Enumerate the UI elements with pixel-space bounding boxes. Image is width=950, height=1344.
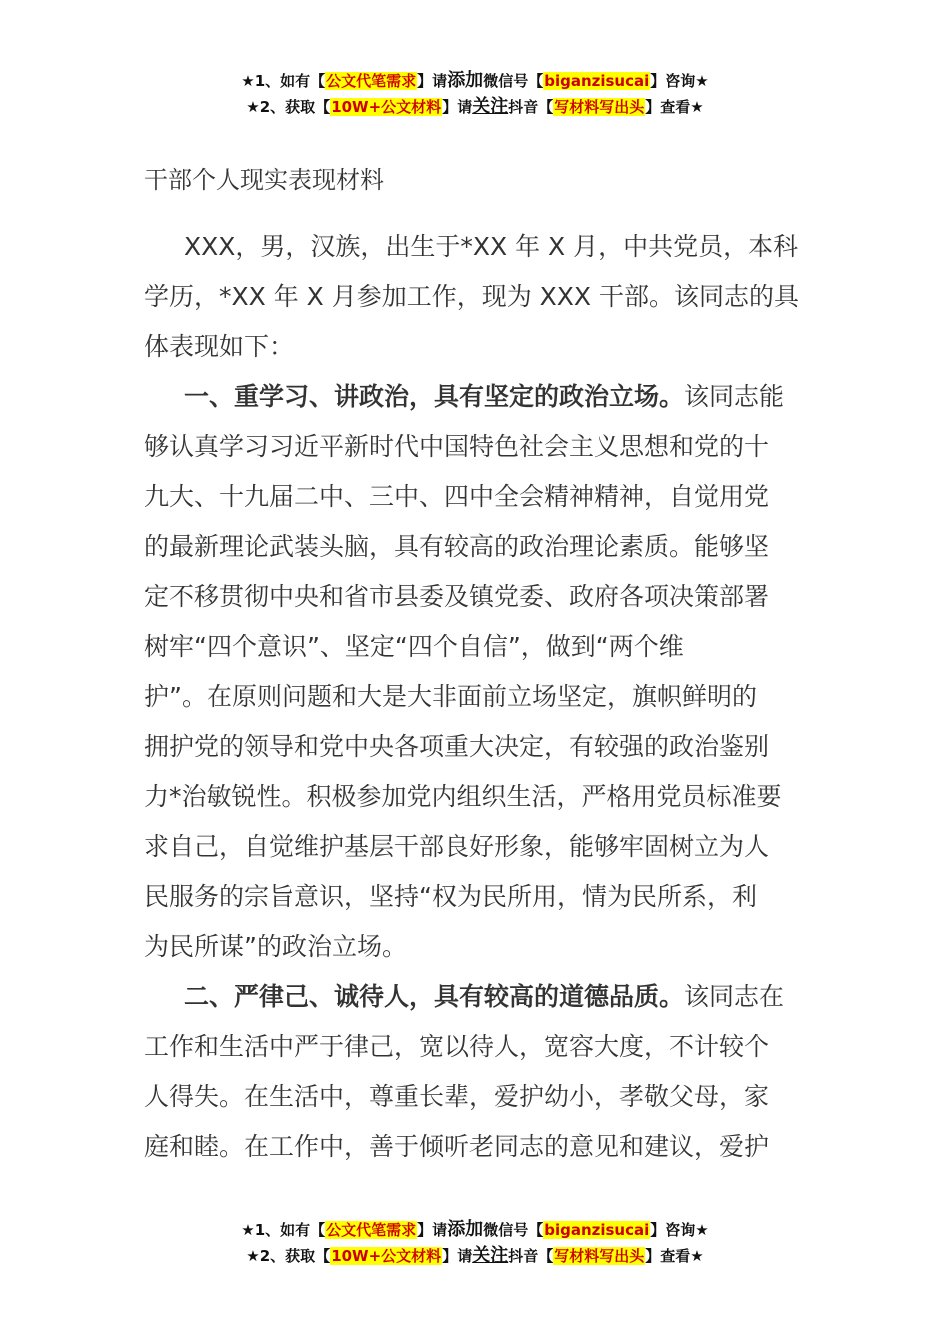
banner-emphasis: 关注 <box>472 96 509 117</box>
banner-text: 抖音【 <box>508 1247 554 1265</box>
banner-emphasis: 关注 <box>472 1245 509 1266</box>
text-line: 为民所谋”的政治立场。 <box>144 932 407 961</box>
banner-line-1 <box>0 68 950 94</box>
banner-emphasis: 添加 <box>447 70 484 91</box>
paragraph-section-2 <box>144 972 808 1172</box>
banner-text: 】请 <box>417 1221 448 1239</box>
banner-douyin-id: 写材料写出头 <box>554 98 645 116</box>
banner-text: 抖音【 <box>508 98 554 116</box>
text-line <box>144 972 808 1022</box>
banner-highlight: 公文代笔需求 <box>326 72 417 90</box>
banner-wechat-id: biganzisucai <box>544 1221 650 1239</box>
text-fragment: 该同志能 <box>684 382 785 411</box>
text-line: 九大、十九届二中、三中、四中全会精神精神，自觉用党 <box>144 482 770 511</box>
section-heading: 二、严律己、诚待人，具有较高的道德品质。 <box>184 982 685 1011</box>
text-line: 定不移贯彻中央和省市县委及镇党委、政府各项决策部署 <box>144 582 770 611</box>
banner-text: ★2、获取【 <box>246 98 331 116</box>
banner-emphasis: 添加 <box>447 1219 484 1240</box>
text-line: 求自己，自觉维护基层干部良好形象，能够牢固树立为人 <box>144 832 770 861</box>
text-line: XXX，男，汉族，出生于*XX 年 X 月，中共党员，本科 <box>184 232 799 261</box>
banner-text: 】请 <box>417 72 448 90</box>
document-body <box>144 222 808 1172</box>
text-line <box>144 372 808 422</box>
footer-banner <box>0 1217 950 1269</box>
text-line: 够认真学习习近平新时代中国特色社会主义思想和党的十 <box>144 432 770 461</box>
banner-text: 微信号【 <box>483 1221 544 1239</box>
banner-text: 】请 <box>442 1247 473 1265</box>
text-line: 学历，*XX 年 X 月参加工作，现为 XXX 干部。该同志的具 <box>144 282 799 311</box>
text-line: 力*治敏锐性。积极参加党内组织生活，严格用党员标准要 <box>144 782 782 811</box>
banner-highlight: 10W+公文材料 <box>331 98 442 116</box>
banner-text: 】查看★ <box>645 1247 704 1265</box>
text-line: 护”。在原则问题和大是大非面前立场坚定，旗帜鲜明的 <box>144 682 757 711</box>
banner-text: 】查看★ <box>645 98 704 116</box>
text-line: 树牢“四个意识”、坚定“四个自信”，做到“两个维 <box>144 632 684 661</box>
text-fragment: 该同志在 <box>684 982 785 1011</box>
banner-text: 微信号【 <box>483 72 544 90</box>
text-line: 庭和睦。在工作中，善于倾听老同志的意见和建议，爱护 <box>144 1132 770 1161</box>
banner-douyin-id: 写材料写出头 <box>554 1247 645 1265</box>
banner-line-2 <box>0 94 950 120</box>
section-heading: 一、重学习、讲政治，具有坚定的政治立场。 <box>184 382 685 411</box>
header-banner <box>0 68 950 120</box>
banner-wechat-id: biganzisucai <box>544 72 650 90</box>
banner-line-1 <box>0 1217 950 1243</box>
banner-text: 】咨询★ <box>650 72 709 90</box>
text-line: 人得失。在生活中，尊重长辈，爱护幼小，孝敬父母，家 <box>144 1082 770 1111</box>
paragraph-intro <box>144 222 808 372</box>
text-line: 的最新理论武装头脑，具有较高的政治理论素质。能够坚 <box>144 532 770 561</box>
banner-line-2 <box>0 1243 950 1269</box>
paragraph-section-1 <box>144 372 808 972</box>
document-title: 干部个人现实表现材料 <box>144 166 384 194</box>
banner-highlight: 10W+公文材料 <box>331 1247 442 1265</box>
banner-text: ★1、如有【 <box>241 1221 326 1239</box>
text-line: 民服务的宗旨意识，坚持“权为民所用，情为民所系，利 <box>144 882 757 911</box>
banner-text: ★2、获取【 <box>246 1247 331 1265</box>
text-line: 体表现如下： <box>144 332 295 361</box>
banner-highlight: 公文代笔需求 <box>326 1221 417 1239</box>
banner-text: 】咨询★ <box>650 1221 709 1239</box>
banner-text: ★1、如有【 <box>241 72 326 90</box>
banner-text: 】请 <box>442 98 473 116</box>
text-line: 工作和生活中严于律己，宽以待人，宽容大度，不计较个 <box>144 1032 770 1061</box>
text-line: 拥护党的领导和党中央各项重大决定，有较强的政治鉴别 <box>144 732 770 761</box>
